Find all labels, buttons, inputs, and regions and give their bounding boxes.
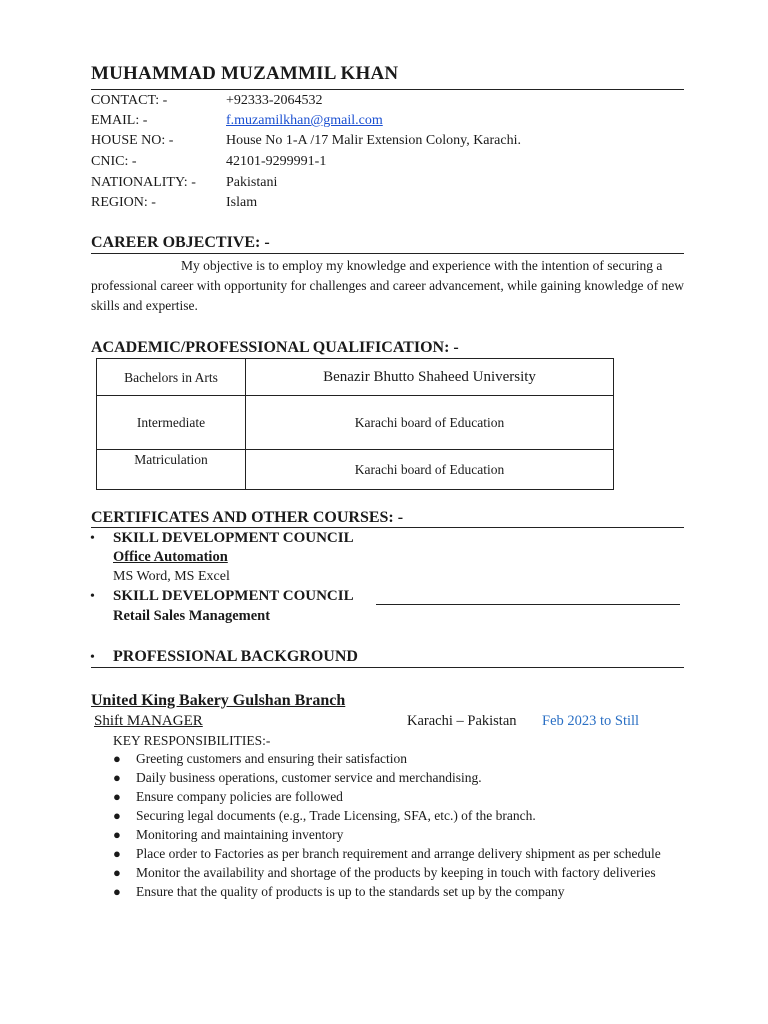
cert-course: Office Automation <box>113 549 228 565</box>
professional-heading: PROFESSIONAL BACKGROUND <box>113 648 358 665</box>
career-objective-heading: CAREER OBJECTIVE: - <box>91 234 270 251</box>
list-item <box>113 750 683 768</box>
institute-cell: Karachi board of Education <box>246 396 614 450</box>
responsibility-text: Daily business operations, customer service and merchandising. <box>136 770 482 785</box>
email-label: EMAIL: - <box>91 113 148 128</box>
list-item <box>113 845 683 863</box>
degree-cell: Bachelors in Arts <box>97 359 246 396</box>
responsibilities-list <box>113 750 683 902</box>
degree-cell: Matriculation <box>97 450 246 490</box>
nationality-label: NATIONALITY: - <box>91 175 196 190</box>
list-item <box>113 807 683 825</box>
email-link[interactable]: f.muzamilkhan@gmail.com <box>226 113 383 128</box>
cnic-label: CNIC: - <box>91 154 137 169</box>
career-objective-divider <box>91 253 684 254</box>
nationality-value: Pakistani <box>226 175 278 190</box>
list-item <box>113 788 683 806</box>
bullet-icon: • <box>90 650 95 665</box>
professional-divider <box>91 667 684 668</box>
responsibility-text: Greeting customers and ensuring their satisfaction <box>136 751 408 766</box>
employer-name: United King Bakery Gulshan Branch <box>91 692 346 709</box>
cert-course: Retail Sales Management <box>113 608 271 624</box>
responsibility-text: Ensure company policies are followed <box>136 789 343 804</box>
bullet-icon: ● <box>113 751 121 766</box>
bullet-icon: ● <box>113 865 121 880</box>
responsibility-text: Securing legal documents (e.g., Trade Licensing, SFA, etc.) of the branch. <box>136 808 536 823</box>
responsibility-text: Ensure that the quality of products is up to the standards set up by the company <box>136 884 565 899</box>
degree-cell: Intermediate <box>97 396 246 450</box>
qualification-heading: ACADEMIC/PROFESSIONAL QUALIFICATION: - <box>91 339 459 356</box>
cert-detail: MS Word, MS Excel <box>113 569 230 584</box>
job-dates: Feb 2023 to Still <box>542 713 640 729</box>
region-label: REGION: - <box>91 195 156 210</box>
table-row <box>97 359 614 396</box>
list-item <box>113 769 683 787</box>
bullet-icon: ● <box>113 808 121 823</box>
bullet-icon: ● <box>113 789 121 804</box>
certificates-divider <box>91 527 684 528</box>
responsibilities-label: KEY RESPONSIBILITIES:- <box>113 733 271 748</box>
list-item <box>113 826 683 844</box>
bullet-icon: ● <box>113 884 121 899</box>
certificates-heading: CERTIFICATES AND OTHER COURSES: - <box>91 509 404 526</box>
bullet-icon: ● <box>113 827 121 842</box>
bullet-icon: ● <box>113 846 121 861</box>
career-objective-body: My objective is to employ my knowledge and experience with the intention of securing a professional career with opportunity for challenges and career advancement, while gaining knowledge of new skills and expertise. <box>91 258 685 313</box>
cert-org: SKILL DEVELOPMENT COUNCIL <box>113 530 354 546</box>
address-label: HOUSE NO: - <box>91 133 174 148</box>
list-item <box>113 864 683 882</box>
bullet-icon: ● <box>113 770 121 785</box>
region-value: Islam <box>226 195 258 210</box>
responsibility-text: Monitoring and maintaining inventory <box>136 827 344 842</box>
candidate-name: MUHAMMAD MUZAMMIL KHAN <box>91 63 399 84</box>
phone-value: +92333-2064532 <box>226 93 323 108</box>
name-divider <box>91 89 684 90</box>
responsibility-text: Monitor the availability and shortage of the products by keeping in touch with factory deliveries <box>136 865 656 880</box>
contact-label: CONTACT: - <box>91 93 168 108</box>
institute-cell: Benazir Bhutto Shaheed University <box>246 359 614 396</box>
job-role: Shift MANAGER <box>94 713 203 729</box>
table-row <box>97 396 614 450</box>
list-item <box>113 883 683 901</box>
cert-org-underline <box>376 604 680 605</box>
cert-org: SKILL DEVELOPMENT COUNCIL <box>113 588 354 604</box>
bullet-icon: • <box>90 531 95 546</box>
address-value: House No 1-A /17 Malir Extension Colony, Karachi. <box>226 133 521 148</box>
bullet-icon: • <box>90 589 95 604</box>
qualification-table <box>96 358 614 490</box>
institute-cell: Karachi board of Education <box>246 450 614 490</box>
career-objective-text <box>91 256 686 316</box>
job-location: Karachi – Pakistan <box>407 713 517 729</box>
table-row <box>97 450 614 490</box>
responsibility-text: Place order to Factories as per branch requirement and arrange delivery shipment as per schedule <box>136 846 661 861</box>
cnic-value: 42101-9299991-1 <box>226 154 327 169</box>
